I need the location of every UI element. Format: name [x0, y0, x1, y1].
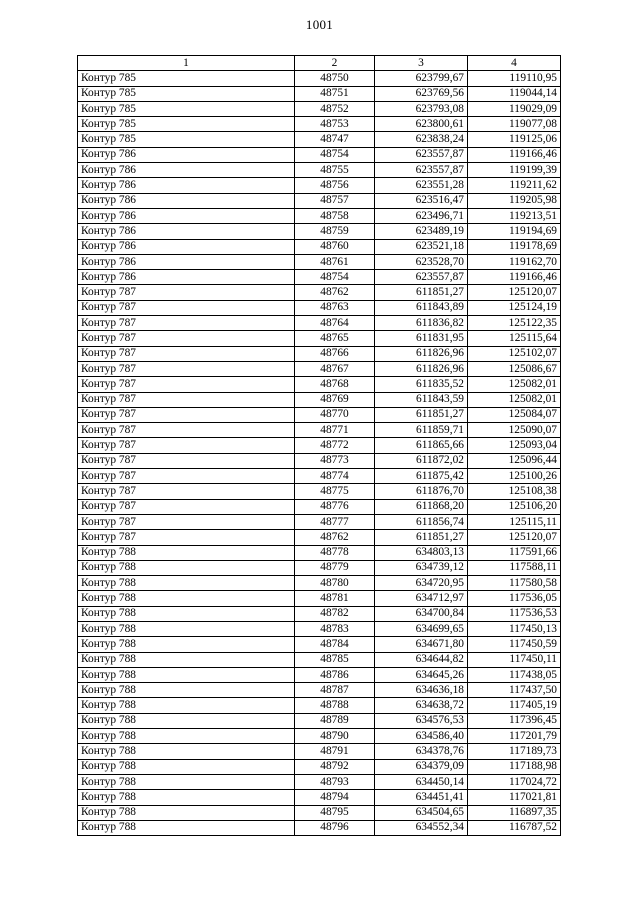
y-coordinate-cell: 119166,46 [468, 147, 561, 162]
point-number-cell: 48784 [295, 637, 375, 652]
contour-name-cell: Контур 787 [78, 453, 295, 468]
contour-name-cell: Контур 786 [78, 193, 295, 208]
x-coordinate-cell: 623496,71 [375, 208, 468, 223]
x-coordinate-cell: 623557,87 [375, 163, 468, 178]
table-row [78, 576, 561, 591]
table-row [78, 346, 561, 361]
point-number-cell: 48785 [295, 652, 375, 667]
contour-name-cell: Контур 787 [78, 407, 295, 422]
contour-name-cell: Контур 787 [78, 514, 295, 529]
y-coordinate-cell: 117536,05 [468, 591, 561, 606]
point-number-cell: 48756 [295, 178, 375, 193]
table-row [78, 820, 561, 835]
contour-name-cell: Контур 785 [78, 86, 295, 101]
table-row [78, 514, 561, 529]
contour-name-cell: Контур 786 [78, 239, 295, 254]
table-row [78, 621, 561, 636]
contour-name-cell: Контур 786 [78, 254, 295, 269]
x-coordinate-cell: 634552,34 [375, 820, 468, 835]
contour-name-cell: Контур 786 [78, 224, 295, 239]
y-coordinate-cell: 125115,64 [468, 331, 561, 346]
x-coordinate-cell: 611835,52 [375, 377, 468, 392]
y-coordinate-cell: 117536,53 [468, 606, 561, 621]
table-row [78, 132, 561, 147]
page-number: 1001 [305, 17, 334, 32]
contour-name-cell: Контур 788 [78, 560, 295, 575]
y-coordinate-cell: 119044,14 [468, 86, 561, 101]
y-coordinate-cell: 125120,07 [468, 285, 561, 300]
contour-name-cell: Контур 788 [78, 713, 295, 728]
contour-name-cell: Контур 788 [78, 744, 295, 759]
x-coordinate-cell: 634576,53 [375, 713, 468, 728]
contour-name-cell: Контур 786 [78, 147, 295, 162]
contour-name-cell: Контур 788 [78, 576, 295, 591]
x-coordinate-cell: 634720,95 [375, 576, 468, 591]
table-row [78, 423, 561, 438]
point-number-cell: 48772 [295, 438, 375, 453]
x-coordinate-cell: 611843,59 [375, 392, 468, 407]
y-coordinate-cell: 125124,19 [468, 300, 561, 315]
contour-name-cell: Контур 786 [78, 178, 295, 193]
contour-name-cell: Контур 788 [78, 698, 295, 713]
x-coordinate-cell: 634671,80 [375, 637, 468, 652]
table-row [78, 331, 561, 346]
table-row [78, 285, 561, 300]
table-row [78, 407, 561, 422]
contour-name-cell: Контур 787 [78, 346, 295, 361]
point-number-cell: 48780 [295, 576, 375, 591]
y-coordinate-cell: 119110,95 [468, 71, 561, 86]
y-coordinate-cell: 119205,98 [468, 193, 561, 208]
x-coordinate-cell: 634645,26 [375, 667, 468, 682]
y-coordinate-cell: 125108,38 [468, 484, 561, 499]
y-coordinate-cell: 117588,11 [468, 560, 561, 575]
y-coordinate-cell: 125102,07 [468, 346, 561, 361]
x-coordinate-cell: 634451,41 [375, 790, 468, 805]
point-number-cell: 48793 [295, 774, 375, 789]
x-coordinate-cell: 611872,02 [375, 453, 468, 468]
point-number-cell: 48757 [295, 193, 375, 208]
point-number-cell: 48792 [295, 759, 375, 774]
x-coordinate-cell: 634504,65 [375, 805, 468, 820]
y-coordinate-cell: 119125,06 [468, 132, 561, 147]
contour-name-cell: Контур 787 [78, 438, 295, 453]
contour-name-cell: Контур 787 [78, 316, 295, 331]
point-number-cell: 48774 [295, 469, 375, 484]
y-coordinate-cell: 117405,19 [468, 698, 561, 713]
point-number-cell: 48751 [295, 86, 375, 101]
contour-name-cell: Контур 787 [78, 530, 295, 545]
contour-name-cell: Контур 786 [78, 270, 295, 285]
y-coordinate-cell: 119211,62 [468, 178, 561, 193]
point-number-cell: 48761 [295, 254, 375, 269]
y-coordinate-cell: 117591,66 [468, 545, 561, 560]
x-coordinate-cell: 634712,97 [375, 591, 468, 606]
table-row [78, 683, 561, 698]
y-coordinate-cell: 125082,01 [468, 377, 561, 392]
point-number-cell: 48767 [295, 361, 375, 376]
contour-name-cell: Контур 788 [78, 606, 295, 621]
x-coordinate-cell: 611851,27 [375, 407, 468, 422]
point-number-cell: 48787 [295, 683, 375, 698]
table-row [78, 484, 561, 499]
point-number-cell: 48770 [295, 407, 375, 422]
y-coordinate-cell: 117021,81 [468, 790, 561, 805]
contour-name-cell: Контур 785 [78, 101, 295, 116]
x-coordinate-cell: 623557,87 [375, 270, 468, 285]
point-number-cell: 48750 [295, 71, 375, 86]
y-coordinate-cell: 116787,52 [468, 820, 561, 835]
x-coordinate-cell: 623800,61 [375, 117, 468, 132]
contour-name-cell: Контур 788 [78, 759, 295, 774]
point-number-cell: 48789 [295, 713, 375, 728]
table-row [78, 239, 561, 254]
table-row [78, 361, 561, 376]
y-coordinate-cell: 125090,07 [468, 423, 561, 438]
y-coordinate-cell: 125120,07 [468, 530, 561, 545]
point-number-cell: 48762 [295, 530, 375, 545]
contour-name-cell: Контур 787 [78, 392, 295, 407]
contour-name-cell: Контур 788 [78, 790, 295, 805]
x-coordinate-cell: 611868,20 [375, 499, 468, 514]
point-number-cell: 48769 [295, 392, 375, 407]
table-row [78, 729, 561, 744]
point-number-cell: 48765 [295, 331, 375, 346]
contour-name-cell: Контур 787 [78, 423, 295, 438]
y-coordinate-cell: 117189,73 [468, 744, 561, 759]
x-coordinate-cell: 634644,82 [375, 652, 468, 667]
table-row [78, 163, 561, 178]
table-row [78, 591, 561, 606]
y-coordinate-cell: 119213,51 [468, 208, 561, 223]
x-coordinate-cell: 634699,65 [375, 621, 468, 636]
table-row [78, 805, 561, 820]
point-number-cell: 48794 [295, 790, 375, 805]
point-number-cell: 48754 [295, 270, 375, 285]
point-number-cell: 48790 [295, 729, 375, 744]
point-number-cell: 48791 [295, 744, 375, 759]
table-row [78, 392, 561, 407]
table-row [78, 744, 561, 759]
table-row [78, 147, 561, 162]
column-header-3: 3 [375, 56, 468, 71]
y-coordinate-cell: 117438,05 [468, 667, 561, 682]
point-number-cell: 48760 [295, 239, 375, 254]
point-number-cell: 48782 [295, 606, 375, 621]
contour-name-cell: Контур 787 [78, 469, 295, 484]
point-number-cell: 48755 [295, 163, 375, 178]
y-coordinate-cell: 119194,69 [468, 224, 561, 239]
point-number-cell: 48759 [295, 224, 375, 239]
y-coordinate-cell: 117580,58 [468, 576, 561, 591]
x-coordinate-cell: 611843,89 [375, 300, 468, 315]
point-number-cell: 48768 [295, 377, 375, 392]
column-header-2: 2 [295, 56, 375, 71]
x-coordinate-cell: 623799,67 [375, 71, 468, 86]
y-coordinate-cell: 125106,20 [468, 499, 561, 514]
y-coordinate-cell: 119162,70 [468, 254, 561, 269]
x-coordinate-cell: 611859,71 [375, 423, 468, 438]
table-row [78, 178, 561, 193]
table-row [78, 193, 561, 208]
contour-name-cell: Контур 788 [78, 729, 295, 744]
x-coordinate-cell: 623557,87 [375, 147, 468, 162]
y-coordinate-cell: 125086,67 [468, 361, 561, 376]
x-coordinate-cell: 623769,56 [375, 86, 468, 101]
y-coordinate-cell: 119029,09 [468, 101, 561, 116]
table-row [78, 469, 561, 484]
x-coordinate-cell: 611826,96 [375, 346, 468, 361]
y-coordinate-cell: 125115,11 [468, 514, 561, 529]
y-coordinate-cell: 117450,13 [468, 621, 561, 636]
x-coordinate-cell: 623516,47 [375, 193, 468, 208]
x-coordinate-cell: 623551,28 [375, 178, 468, 193]
table-row [78, 224, 561, 239]
table-row [78, 453, 561, 468]
y-coordinate-cell: 117450,59 [468, 637, 561, 652]
contour-name-cell: Контур 786 [78, 163, 295, 178]
table-row [78, 208, 561, 223]
table-row [78, 713, 561, 728]
contour-name-cell: Контур 788 [78, 667, 295, 682]
contour-name-cell: Контур 787 [78, 484, 295, 499]
contour-name-cell: Контур 787 [78, 331, 295, 346]
point-number-cell: 48764 [295, 316, 375, 331]
contour-name-cell: Контур 788 [78, 637, 295, 652]
table-body [78, 71, 561, 836]
y-coordinate-cell: 117450,11 [468, 652, 561, 667]
point-number-cell: 48783 [295, 621, 375, 636]
point-number-cell: 48788 [295, 698, 375, 713]
y-coordinate-cell: 119166,46 [468, 270, 561, 285]
table-row [78, 254, 561, 269]
point-number-cell: 48781 [295, 591, 375, 606]
table-row [78, 117, 561, 132]
table-row [78, 652, 561, 667]
table-row [78, 101, 561, 116]
x-coordinate-cell: 634378,76 [375, 744, 468, 759]
table-row [78, 759, 561, 774]
contour-name-cell: Контур 788 [78, 591, 295, 606]
column-header-4: 4 [468, 56, 561, 71]
table-row [78, 438, 561, 453]
x-coordinate-cell: 623528,70 [375, 254, 468, 269]
point-number-cell: 48795 [295, 805, 375, 820]
x-coordinate-cell: 634636,18 [375, 683, 468, 698]
y-coordinate-cell: 119199,39 [468, 163, 561, 178]
x-coordinate-cell: 611851,27 [375, 285, 468, 300]
x-coordinate-cell: 634638,72 [375, 698, 468, 713]
coordinates-table [77, 55, 561, 836]
table-row [78, 637, 561, 652]
table-row [78, 560, 561, 575]
point-number-cell: 48771 [295, 423, 375, 438]
contour-name-cell: Контур 788 [78, 621, 295, 636]
x-coordinate-cell: 634450,14 [375, 774, 468, 789]
table-header-row [78, 56, 561, 71]
point-number-cell: 48753 [295, 117, 375, 132]
y-coordinate-cell: 125093,04 [468, 438, 561, 453]
table-row [78, 790, 561, 805]
contour-name-cell: Контур 787 [78, 300, 295, 315]
contour-name-cell: Контур 787 [78, 361, 295, 376]
y-coordinate-cell: 117024,72 [468, 774, 561, 789]
x-coordinate-cell: 634379,09 [375, 759, 468, 774]
y-coordinate-cell: 117188,98 [468, 759, 561, 774]
table-row [78, 316, 561, 331]
contour-name-cell: Контур 787 [78, 499, 295, 514]
contour-name-cell: Контур 785 [78, 132, 295, 147]
contour-name-cell: Контур 788 [78, 652, 295, 667]
x-coordinate-cell: 634803,13 [375, 545, 468, 560]
table-row [78, 270, 561, 285]
y-coordinate-cell: 116897,35 [468, 805, 561, 820]
y-coordinate-cell: 119077,08 [468, 117, 561, 132]
point-number-cell: 48773 [295, 453, 375, 468]
contour-name-cell: Контур 788 [78, 805, 295, 820]
point-number-cell: 48747 [295, 132, 375, 147]
point-number-cell: 48758 [295, 208, 375, 223]
x-coordinate-cell: 611826,96 [375, 361, 468, 376]
x-coordinate-cell: 634739,12 [375, 560, 468, 575]
table-row [78, 774, 561, 789]
table-row [78, 667, 561, 682]
contour-name-cell: Контур 788 [78, 774, 295, 789]
point-number-cell: 48778 [295, 545, 375, 560]
x-coordinate-cell: 611856,74 [375, 514, 468, 529]
x-coordinate-cell: 623838,24 [375, 132, 468, 147]
y-coordinate-cell: 125082,01 [468, 392, 561, 407]
contour-name-cell: Контур 787 [78, 285, 295, 300]
point-number-cell: 48776 [295, 499, 375, 514]
table-row [78, 530, 561, 545]
y-coordinate-cell: 117201,79 [468, 729, 561, 744]
contour-name-cell: Контур 787 [78, 377, 295, 392]
x-coordinate-cell: 611876,70 [375, 484, 468, 499]
point-number-cell: 48752 [295, 101, 375, 116]
point-number-cell: 48777 [295, 514, 375, 529]
contour-name-cell: Контур 785 [78, 117, 295, 132]
y-coordinate-cell: 117396,45 [468, 713, 561, 728]
point-number-cell: 48786 [295, 667, 375, 682]
contour-name-cell: Контур 788 [78, 683, 295, 698]
x-coordinate-cell: 634700,84 [375, 606, 468, 621]
y-coordinate-cell: 117437,50 [468, 683, 561, 698]
column-header-1: 1 [78, 56, 295, 71]
table-row [78, 698, 561, 713]
point-number-cell: 48779 [295, 560, 375, 575]
table-row [78, 86, 561, 101]
contour-name-cell: Контур 786 [78, 208, 295, 223]
y-coordinate-cell: 125096,44 [468, 453, 561, 468]
x-coordinate-cell: 623489,19 [375, 224, 468, 239]
x-coordinate-cell: 611875,42 [375, 469, 468, 484]
point-number-cell: 48754 [295, 147, 375, 162]
x-coordinate-cell: 611851,27 [375, 530, 468, 545]
table-row [78, 545, 561, 560]
contour-name-cell: Контур 788 [78, 545, 295, 560]
point-number-cell: 48766 [295, 346, 375, 361]
x-coordinate-cell: 623521,18 [375, 239, 468, 254]
x-coordinate-cell: 623793,08 [375, 101, 468, 116]
point-number-cell: 48762 [295, 285, 375, 300]
y-coordinate-cell: 125122,35 [468, 316, 561, 331]
y-coordinate-cell: 125084,07 [468, 407, 561, 422]
y-coordinate-cell: 125100,26 [468, 469, 561, 484]
contour-name-cell: Контур 785 [78, 71, 295, 86]
x-coordinate-cell: 611831,95 [375, 331, 468, 346]
point-number-cell: 48775 [295, 484, 375, 499]
point-number-cell: 48796 [295, 820, 375, 835]
x-coordinate-cell: 634586,40 [375, 729, 468, 744]
x-coordinate-cell: 611836,82 [375, 316, 468, 331]
table-row [78, 606, 561, 621]
table-row [78, 499, 561, 514]
table-row [78, 300, 561, 315]
y-coordinate-cell: 119178,69 [468, 239, 561, 254]
x-coordinate-cell: 611865,66 [375, 438, 468, 453]
point-number-cell: 48763 [295, 300, 375, 315]
table-row [78, 377, 561, 392]
table-row [78, 71, 561, 86]
contour-name-cell: Контур 788 [78, 820, 295, 835]
